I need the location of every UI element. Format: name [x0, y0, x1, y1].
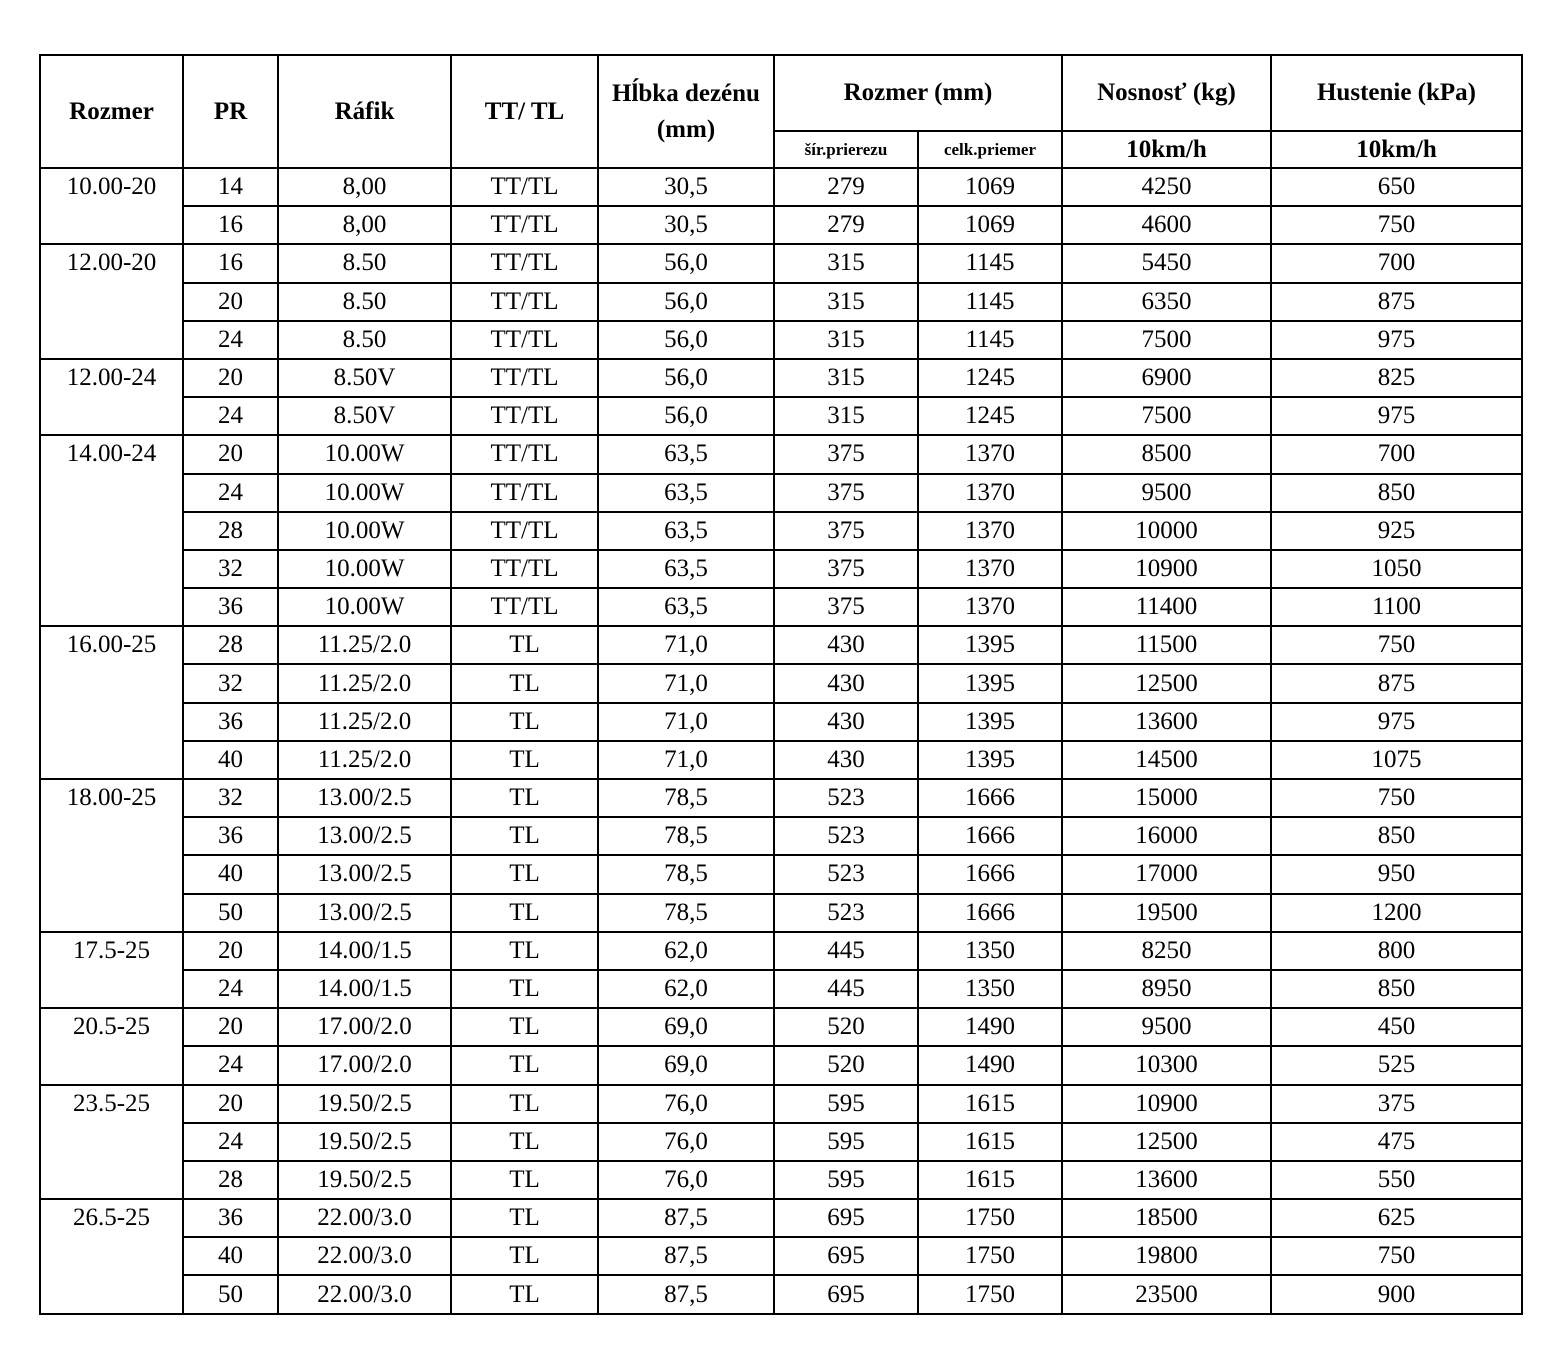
cell-overall-diameter: 1615	[918, 1085, 1062, 1123]
cell-inflation: 450	[1271, 1008, 1522, 1046]
table-row	[40, 970, 1522, 1008]
cell-load-capacity: 19500	[1062, 894, 1271, 932]
cell-overall-diameter: 1395	[918, 626, 1062, 664]
cell-load-capacity: 10300	[1062, 1046, 1271, 1084]
cell-tt-tl: TT/TL	[451, 283, 598, 321]
cell-overall-diameter: 1145	[918, 321, 1062, 359]
cell-tread-depth: 71,0	[598, 703, 774, 741]
cell-rim: 11.25/2.0	[278, 664, 451, 702]
table-row	[40, 703, 1522, 741]
cell-tread-depth: 62,0	[598, 932, 774, 970]
table-row	[40, 435, 1522, 473]
header-tread-depth: Hĺbka dezénu (mm)	[598, 55, 774, 168]
cell-inflation: 800	[1271, 932, 1522, 970]
cell-inflation: 525	[1271, 1046, 1522, 1084]
cell-inflation: 750	[1271, 779, 1522, 817]
cell-section-width: 315	[774, 359, 918, 397]
cell-rim: 19.50/2.5	[278, 1085, 451, 1123]
cell-inflation: 1200	[1271, 894, 1522, 932]
cell-load-capacity: 6350	[1062, 283, 1271, 321]
cell-tread-depth: 69,0	[598, 1008, 774, 1046]
cell-tread-depth: 63,5	[598, 474, 774, 512]
cell-inflation: 850	[1271, 474, 1522, 512]
cell-tread-depth: 78,5	[598, 894, 774, 932]
cell-inflation: 975	[1271, 703, 1522, 741]
cell-overall-diameter: 1370	[918, 474, 1062, 512]
cell-pr: 14	[183, 168, 278, 206]
cell-inflation: 750	[1271, 626, 1522, 664]
cell-size: 12.00-24	[40, 359, 183, 435]
cell-inflation: 875	[1271, 664, 1522, 702]
table-row	[40, 550, 1522, 588]
table-row	[40, 283, 1522, 321]
cell-tread-depth: 71,0	[598, 664, 774, 702]
cell-tt-tl: TL	[451, 1085, 598, 1123]
cell-tread-depth: 63,5	[598, 588, 774, 626]
cell-inflation: 750	[1271, 206, 1522, 244]
cell-rim: 10.00W	[278, 512, 451, 550]
cell-tread-depth: 62,0	[598, 970, 774, 1008]
cell-rim: 14.00/1.5	[278, 970, 451, 1008]
cell-load-capacity: 9500	[1062, 474, 1271, 512]
cell-tt-tl: TT/TL	[451, 359, 598, 397]
cell-tt-tl: TT/TL	[451, 474, 598, 512]
cell-pr: 24	[183, 321, 278, 359]
cell-load-capacity: 9500	[1062, 1008, 1271, 1046]
cell-pr: 20	[183, 1008, 278, 1046]
table-row	[40, 1161, 1522, 1199]
cell-pr: 20	[183, 435, 278, 473]
cell-overall-diameter: 1350	[918, 932, 1062, 970]
cell-overall-diameter: 1395	[918, 741, 1062, 779]
cell-pr: 32	[183, 550, 278, 588]
cell-section-width: 375	[774, 550, 918, 588]
cell-inflation: 975	[1271, 321, 1522, 359]
cell-load-capacity: 4600	[1062, 206, 1271, 244]
cell-pr: 24	[183, 1123, 278, 1161]
cell-tt-tl: TT/TL	[451, 244, 598, 282]
cell-pr: 40	[183, 855, 278, 893]
table-row	[40, 512, 1522, 550]
cell-size: 16.00-25	[40, 626, 183, 779]
cell-load-capacity: 16000	[1062, 817, 1271, 855]
cell-tt-tl: TL	[451, 1161, 598, 1199]
cell-tt-tl: TT/TL	[451, 550, 598, 588]
cell-tread-depth: 78,5	[598, 855, 774, 893]
cell-tt-tl: TL	[451, 1008, 598, 1046]
cell-rim: 22.00/3.0	[278, 1275, 451, 1313]
table-row	[40, 588, 1522, 626]
cell-size: 14.00-24	[40, 435, 183, 626]
cell-load-capacity: 18500	[1062, 1199, 1271, 1237]
cell-tt-tl: TL	[451, 1123, 598, 1161]
cell-tt-tl: TL	[451, 855, 598, 893]
cell-section-width: 445	[774, 932, 918, 970]
cell-inflation: 850	[1271, 970, 1522, 1008]
cell-overall-diameter: 1370	[918, 512, 1062, 550]
cell-section-width: 695	[774, 1237, 918, 1275]
cell-rim: 13.00/2.5	[278, 817, 451, 855]
cell-rim: 10.00W	[278, 550, 451, 588]
cell-inflation: 950	[1271, 855, 1522, 893]
table-row	[40, 932, 1522, 970]
table-row	[40, 1199, 1522, 1237]
cell-pr: 32	[183, 664, 278, 702]
cell-load-capacity: 6900	[1062, 359, 1271, 397]
cell-rim: 13.00/2.5	[278, 779, 451, 817]
cell-pr: 24	[183, 397, 278, 435]
cell-rim: 8.50	[278, 321, 451, 359]
cell-tt-tl: TT/TL	[451, 321, 598, 359]
header-inflation-speed: 10km/h	[1271, 131, 1522, 168]
header-load-speed: 10km/h	[1062, 131, 1271, 168]
header-overall-diameter: celk.priemer	[918, 131, 1062, 168]
header-inflation: Hustenie (kPa)	[1271, 55, 1522, 131]
cell-inflation: 550	[1271, 1161, 1522, 1199]
header-section-width: šír.prierezu	[774, 131, 918, 168]
cell-tt-tl: TT/TL	[451, 168, 598, 206]
cell-rim: 19.50/2.5	[278, 1123, 451, 1161]
cell-load-capacity: 7500	[1062, 397, 1271, 435]
cell-tread-depth: 56,0	[598, 321, 774, 359]
cell-tt-tl: TL	[451, 817, 598, 855]
cell-pr: 28	[183, 626, 278, 664]
cell-load-capacity: 12500	[1062, 664, 1271, 702]
cell-pr: 20	[183, 359, 278, 397]
cell-inflation: 1050	[1271, 550, 1522, 588]
cell-tread-depth: 56,0	[598, 244, 774, 282]
cell-tt-tl: TL	[451, 626, 598, 664]
table-row	[40, 244, 1522, 282]
cell-inflation: 875	[1271, 283, 1522, 321]
cell-section-width: 520	[774, 1008, 918, 1046]
cell-tt-tl: TL	[451, 1199, 598, 1237]
cell-size: 17.5-25	[40, 932, 183, 1008]
header-tt-tl: TT/ TL	[451, 55, 598, 168]
cell-inflation: 975	[1271, 397, 1522, 435]
cell-tt-tl: TL	[451, 703, 598, 741]
cell-size: 12.00-20	[40, 244, 183, 359]
cell-overall-diameter: 1750	[918, 1275, 1062, 1313]
cell-rim: 8,00	[278, 206, 451, 244]
tire-spec-table	[39, 54, 1523, 1315]
cell-inflation: 375	[1271, 1085, 1522, 1123]
cell-rim: 19.50/2.5	[278, 1161, 451, 1199]
cell-overall-diameter: 1750	[918, 1237, 1062, 1275]
cell-tread-depth: 30,5	[598, 206, 774, 244]
cell-section-width: 375	[774, 588, 918, 626]
cell-load-capacity: 10900	[1062, 1085, 1271, 1123]
cell-overall-diameter: 1245	[918, 359, 1062, 397]
cell-pr: 50	[183, 1275, 278, 1313]
cell-overall-diameter: 1490	[918, 1046, 1062, 1084]
table-row	[40, 206, 1522, 244]
cell-rim: 11.25/2.0	[278, 626, 451, 664]
header-rim: Ráfik	[278, 55, 451, 168]
cell-inflation: 900	[1271, 1275, 1522, 1313]
cell-load-capacity: 14500	[1062, 741, 1271, 779]
cell-overall-diameter: 1145	[918, 244, 1062, 282]
cell-inflation: 750	[1271, 1237, 1522, 1275]
table-header	[40, 55, 1522, 168]
cell-rim: 8.50V	[278, 359, 451, 397]
cell-inflation: 650	[1271, 168, 1522, 206]
cell-tt-tl: TL	[451, 741, 598, 779]
cell-tt-tl: TL	[451, 970, 598, 1008]
cell-overall-diameter: 1350	[918, 970, 1062, 1008]
cell-size: 18.00-25	[40, 779, 183, 932]
cell-rim: 14.00/1.5	[278, 932, 451, 970]
cell-pr: 20	[183, 932, 278, 970]
cell-tread-depth: 87,5	[598, 1237, 774, 1275]
cell-section-width: 430	[774, 626, 918, 664]
cell-size: 26.5-25	[40, 1199, 183, 1314]
table-row	[40, 894, 1522, 932]
header-pr: PR	[183, 55, 278, 168]
cell-rim: 22.00/3.0	[278, 1199, 451, 1237]
cell-tread-depth: 71,0	[598, 741, 774, 779]
cell-tread-depth: 56,0	[598, 359, 774, 397]
cell-section-width: 315	[774, 283, 918, 321]
cell-tread-depth: 63,5	[598, 435, 774, 473]
table-row	[40, 779, 1522, 817]
cell-section-width: 430	[774, 664, 918, 702]
cell-overall-diameter: 1666	[918, 894, 1062, 932]
cell-tt-tl: TL	[451, 894, 598, 932]
cell-inflation: 475	[1271, 1123, 1522, 1161]
cell-tt-tl: TT/TL	[451, 206, 598, 244]
cell-tread-depth: 87,5	[598, 1275, 774, 1313]
cell-tread-depth: 76,0	[598, 1123, 774, 1161]
cell-inflation: 700	[1271, 435, 1522, 473]
cell-load-capacity: 12500	[1062, 1123, 1271, 1161]
cell-overall-diameter: 1750	[918, 1199, 1062, 1237]
table-row	[40, 1008, 1522, 1046]
cell-section-width: 523	[774, 894, 918, 932]
table-row	[40, 397, 1522, 435]
cell-section-width: 523	[774, 855, 918, 893]
cell-section-width: 430	[774, 703, 918, 741]
cell-size: 10.00-20	[40, 168, 183, 244]
cell-rim: 17.00/2.0	[278, 1008, 451, 1046]
table-row	[40, 1123, 1522, 1161]
cell-section-width: 695	[774, 1275, 918, 1313]
cell-section-width: 315	[774, 244, 918, 282]
cell-tt-tl: TL	[451, 779, 598, 817]
cell-tread-depth: 71,0	[598, 626, 774, 664]
cell-load-capacity: 8950	[1062, 970, 1271, 1008]
cell-tread-depth: 76,0	[598, 1161, 774, 1199]
cell-tt-tl: TL	[451, 664, 598, 702]
table-row	[40, 741, 1522, 779]
cell-section-width: 279	[774, 168, 918, 206]
cell-pr: 20	[183, 1085, 278, 1123]
table-row	[40, 817, 1522, 855]
cell-pr: 40	[183, 1237, 278, 1275]
table-row	[40, 1237, 1522, 1275]
cell-inflation: 825	[1271, 359, 1522, 397]
cell-tread-depth: 78,5	[598, 817, 774, 855]
cell-tt-tl: TL	[451, 1275, 598, 1313]
cell-section-width: 315	[774, 397, 918, 435]
cell-tt-tl: TT/TL	[451, 397, 598, 435]
cell-overall-diameter: 1395	[918, 664, 1062, 702]
cell-rim: 11.25/2.0	[278, 741, 451, 779]
cell-load-capacity: 17000	[1062, 855, 1271, 893]
cell-rim: 17.00/2.0	[278, 1046, 451, 1084]
cell-load-capacity: 23500	[1062, 1275, 1271, 1313]
cell-pr: 24	[183, 970, 278, 1008]
cell-section-width: 695	[774, 1199, 918, 1237]
cell-overall-diameter: 1490	[918, 1008, 1062, 1046]
table-row	[40, 1085, 1522, 1123]
cell-overall-diameter: 1666	[918, 817, 1062, 855]
cell-rim: 8,00	[278, 168, 451, 206]
cell-tread-depth: 56,0	[598, 397, 774, 435]
cell-rim: 10.00W	[278, 588, 451, 626]
cell-overall-diameter: 1615	[918, 1123, 1062, 1161]
cell-pr: 50	[183, 894, 278, 932]
cell-pr: 32	[183, 779, 278, 817]
cell-size: 20.5-25	[40, 1008, 183, 1084]
header-dimension: Rozmer (mm)	[774, 55, 1062, 131]
cell-pr: 24	[183, 474, 278, 512]
cell-tread-depth: 63,5	[598, 512, 774, 550]
cell-rim: 22.00/3.0	[278, 1237, 451, 1275]
cell-load-capacity: 8250	[1062, 932, 1271, 970]
cell-tt-tl: TT/TL	[451, 512, 598, 550]
cell-load-capacity: 10900	[1062, 550, 1271, 588]
cell-overall-diameter: 1615	[918, 1161, 1062, 1199]
cell-rim: 10.00W	[278, 474, 451, 512]
table-row	[40, 626, 1522, 664]
cell-overall-diameter: 1370	[918, 435, 1062, 473]
cell-tread-depth: 78,5	[598, 779, 774, 817]
cell-load-capacity: 11500	[1062, 626, 1271, 664]
cell-pr: 28	[183, 1161, 278, 1199]
cell-overall-diameter: 1666	[918, 779, 1062, 817]
cell-rim: 8.50V	[278, 397, 451, 435]
cell-inflation: 625	[1271, 1199, 1522, 1237]
cell-rim: 10.00W	[278, 435, 451, 473]
cell-overall-diameter: 1145	[918, 283, 1062, 321]
cell-tt-tl: TT/TL	[451, 588, 598, 626]
cell-load-capacity: 8500	[1062, 435, 1271, 473]
cell-rim: 8.50	[278, 283, 451, 321]
table-row	[40, 664, 1522, 702]
cell-tread-depth: 87,5	[598, 1199, 774, 1237]
cell-overall-diameter: 1666	[918, 855, 1062, 893]
cell-tread-depth: 56,0	[598, 283, 774, 321]
cell-load-capacity: 5450	[1062, 244, 1271, 282]
cell-load-capacity: 15000	[1062, 779, 1271, 817]
cell-pr: 40	[183, 741, 278, 779]
cell-pr: 24	[183, 1046, 278, 1084]
cell-inflation: 850	[1271, 817, 1522, 855]
cell-section-width: 375	[774, 435, 918, 473]
cell-size: 23.5-25	[40, 1085, 183, 1200]
cell-section-width: 315	[774, 321, 918, 359]
cell-pr: 36	[183, 588, 278, 626]
cell-overall-diameter: 1395	[918, 703, 1062, 741]
cell-inflation: 1075	[1271, 741, 1522, 779]
cell-tread-depth: 63,5	[598, 550, 774, 588]
table-row	[40, 474, 1522, 512]
cell-tread-depth: 76,0	[598, 1085, 774, 1123]
cell-rim: 11.25/2.0	[278, 703, 451, 741]
table-body	[40, 168, 1522, 1314]
cell-inflation: 700	[1271, 244, 1522, 282]
table-row	[40, 321, 1522, 359]
cell-rim: 13.00/2.5	[278, 894, 451, 932]
cell-load-capacity: 7500	[1062, 321, 1271, 359]
cell-overall-diameter: 1069	[918, 206, 1062, 244]
cell-pr: 16	[183, 244, 278, 282]
cell-tread-depth: 69,0	[598, 1046, 774, 1084]
cell-tt-tl: TL	[451, 932, 598, 970]
cell-pr: 16	[183, 206, 278, 244]
cell-tt-tl: TL	[451, 1046, 598, 1084]
cell-inflation: 1100	[1271, 588, 1522, 626]
cell-load-capacity: 13600	[1062, 703, 1271, 741]
cell-tread-depth: 30,5	[598, 168, 774, 206]
cell-load-capacity: 11400	[1062, 588, 1271, 626]
cell-section-width: 520	[774, 1046, 918, 1084]
cell-section-width: 445	[774, 970, 918, 1008]
cell-overall-diameter: 1370	[918, 588, 1062, 626]
table-row	[40, 168, 1522, 206]
table-row	[40, 359, 1522, 397]
table-row	[40, 855, 1522, 893]
cell-pr: 28	[183, 512, 278, 550]
cell-overall-diameter: 1245	[918, 397, 1062, 435]
table-row	[40, 1046, 1522, 1084]
cell-section-width: 595	[774, 1161, 918, 1199]
cell-rim: 13.00/2.5	[278, 855, 451, 893]
cell-section-width: 595	[774, 1085, 918, 1123]
cell-overall-diameter: 1370	[918, 550, 1062, 588]
cell-section-width: 279	[774, 206, 918, 244]
cell-load-capacity: 4250	[1062, 168, 1271, 206]
header-size: Rozmer	[40, 55, 183, 168]
cell-load-capacity: 10000	[1062, 512, 1271, 550]
cell-load-capacity: 19800	[1062, 1237, 1271, 1275]
cell-pr: 20	[183, 283, 278, 321]
cell-section-width: 375	[774, 512, 918, 550]
cell-rim: 8.50	[278, 244, 451, 282]
cell-section-width: 375	[774, 474, 918, 512]
cell-tt-tl: TL	[451, 1237, 598, 1275]
cell-section-width: 595	[774, 1123, 918, 1161]
cell-section-width: 430	[774, 741, 918, 779]
cell-inflation: 925	[1271, 512, 1522, 550]
cell-pr: 36	[183, 703, 278, 741]
cell-pr: 36	[183, 1199, 278, 1237]
cell-overall-diameter: 1069	[918, 168, 1062, 206]
cell-tt-tl: TT/TL	[451, 435, 598, 473]
cell-load-capacity: 13600	[1062, 1161, 1271, 1199]
header-load-capacity: Nosnosť (kg)	[1062, 55, 1271, 131]
cell-section-width: 523	[774, 817, 918, 855]
cell-pr: 36	[183, 817, 278, 855]
table-row	[40, 1275, 1522, 1313]
cell-section-width: 523	[774, 779, 918, 817]
